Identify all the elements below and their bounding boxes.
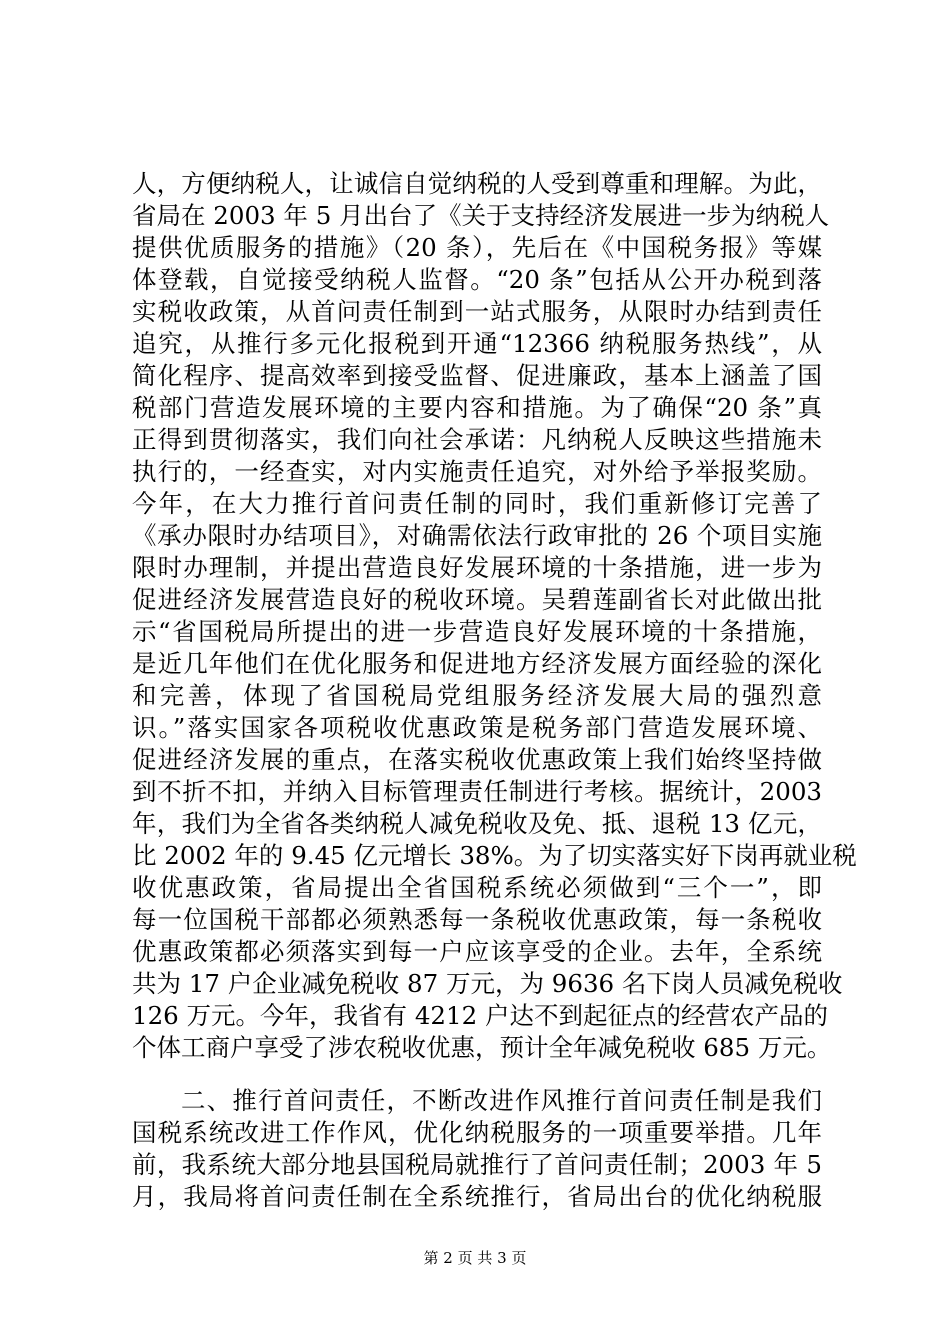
paragraph-1-line-27: 126 万元。今年，我省有 4212 户达不到起征点的经营农产品的 bbox=[132, 1001, 828, 1030]
paragraph-1-line-19: 促进经济发展的重点，在落实税收优惠政策上我们始终坚持做 bbox=[132, 745, 822, 774]
paragraph-2-line-3: 前，我系统大部分地县国税局就推行了首问责任制；2003 年 5 bbox=[132, 1150, 822, 1179]
paragraph-1-line-1: 人，方便纳税人，让诚信自觉纳税的人受到尊重和理解。为此， bbox=[132, 169, 822, 198]
paragraph-2-line-2: 国税系统改进工作作风，优化纳税服务的一项重要举措。几年 bbox=[132, 1118, 822, 1147]
paragraph-1-line-25: 优惠政策都必须落实到每一户应该享受的企业。去年，全系统 bbox=[132, 937, 822, 966]
paragraph-2-line-4: 月，我局将首问责任制在全系统推行，省局出台的优化纳税服 bbox=[132, 1182, 822, 1211]
paragraph-1-line-10: 执行的，一经查实，对内实施责任追究，对外给予举报奖励。 bbox=[132, 457, 822, 486]
paragraph-1-line-17: 和完善，体现了省国税局党组服务经济发展大局的强烈意 bbox=[132, 681, 822, 710]
paragraph-1-line-8: 税部门营造发展环境的主要内容和措施。为了确保“20 条”真 bbox=[132, 393, 822, 422]
paragraph-1-line-11: 今年，在大力推行首问责任制的同时，我们重新修订完善了 bbox=[132, 489, 822, 518]
paragraph-1-line-7: 简化程序、提高效率到接受监督、促进廉政，基本上涵盖了国 bbox=[132, 361, 822, 390]
page-number-footer: 第 2 页 共 3 页 bbox=[423, 1249, 527, 1267]
paragraph-1-line-14: 促进经济发展营造良好的税收环境。吴碧莲副省长对此做出批 bbox=[132, 585, 822, 614]
paragraph-1-line-15: 示“省国税局所提出的进一步营造良好发展环境的十条措施， bbox=[132, 617, 822, 646]
paragraph-1-line-13: 限时办理制，并提出营造良好发展环境的十条措施，进一步为 bbox=[132, 553, 822, 582]
paragraph-1-line-16: 是近几年他们在优化服务和促进地方经济发展方面经验的深化 bbox=[132, 649, 822, 678]
paragraph-1-line-21: 年，我们为全省各类纳税人减免税收及免、抵、退税 13 亿元， bbox=[132, 809, 822, 838]
paragraph-1-line-5: 实税收政策，从首问责任制到一站式服务，从限时办结到责任 bbox=[132, 297, 822, 326]
paragraph-1-line-4: 体登载，自觉接受纳税人监督。“20 条”包括从公开办税到落 bbox=[132, 265, 822, 294]
paragraph-1-line-23: 收优惠政策，省局提出全省国税系统必须做到“三个一”，即 bbox=[132, 873, 822, 902]
paragraph-1-line-9: 正得到贯彻落实，我们向社会承诺：凡纳税人反映这些措施未 bbox=[132, 425, 822, 454]
paragraph-1-line-22: 比 2002 年的 9.45 亿元增长 38%。为了切实落实好下岗再就业税 bbox=[132, 841, 857, 870]
paragraph-1-line-3: 提供优质服务的措施》（20 条），先后在《中国税务报》等媒 bbox=[132, 233, 822, 262]
paragraph-1-line-26: 共为 17 户企业减免税收 87 万元，为 9636 名下岗人员减免税收 bbox=[132, 969, 843, 998]
paragraph-1-line-28: 个体工商户享受了涉农税收优惠，预计全年减免税收 685 万元。 bbox=[132, 1033, 832, 1062]
paragraph-1-line-18: 识。”落实国家各项税收优惠政策是税务部门营造发展环境、 bbox=[132, 713, 822, 742]
paragraph-1-line-20: 到不折不扣，并纳入目标管理责任制进行考核。据统计，2003 bbox=[132, 777, 822, 806]
paragraph-1-line-12: 《承办限时办结项目》，对确需依法行政审批的 26 个项目实施 bbox=[132, 521, 822, 550]
paragraph-1-line-24: 每一位国税干部都必须熟悉每一条税收优惠政策，每一条税收 bbox=[132, 905, 822, 934]
paragraph-2-line-1: 二、推行首问责任，不断改进作风推行首问责任制是我们 bbox=[181, 1086, 822, 1115]
paragraph-1-line-2: 省局在 2003 年 5 月出台了《关于支持经济发展进一步为纳税人 bbox=[132, 201, 830, 230]
paragraph-1-line-6: 追究，从推行多元化报税到开通“12366 纳税服务热线”，从 bbox=[132, 329, 822, 358]
